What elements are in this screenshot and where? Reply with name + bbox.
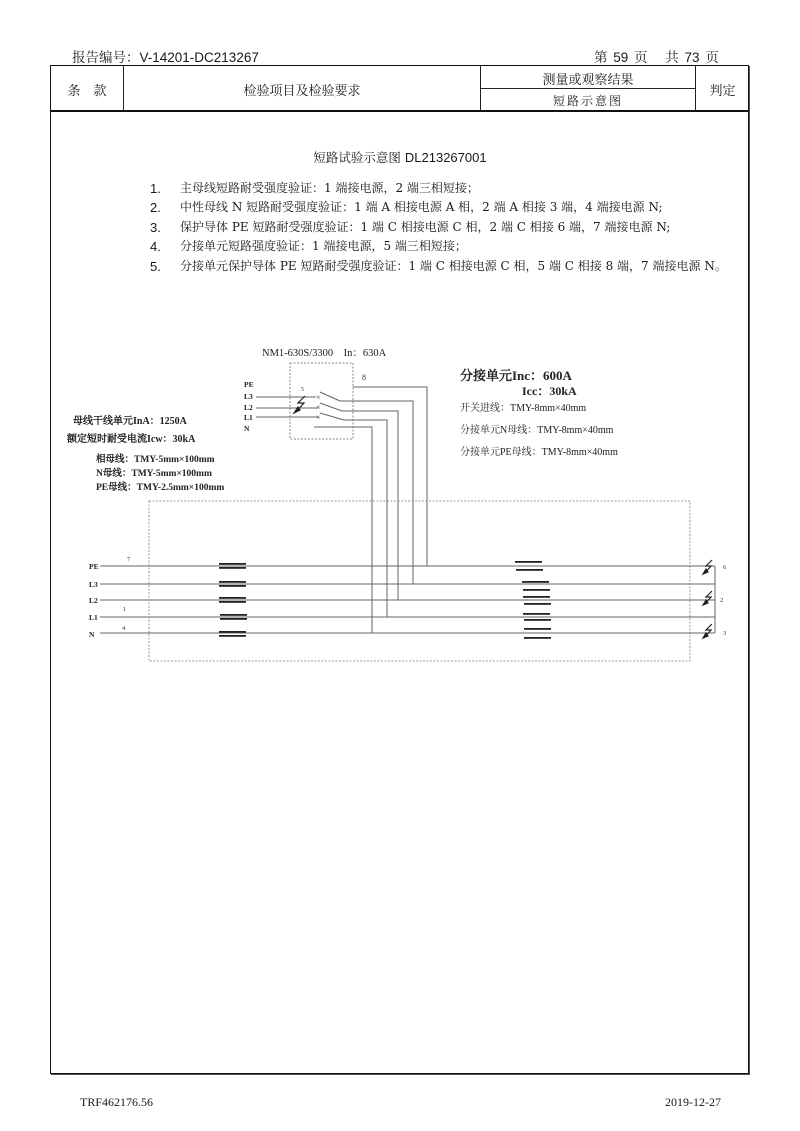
switch-incoming-spec: 开关进线：TMY-8mm×40mm xyxy=(460,403,587,414)
list-item-text: 分接单元保护导体 PE 短路耐受强度验证：1 端 C 相接电源 C 相，5 端 C 相接 8 端，7 端接电源 N。 xyxy=(180,258,727,273)
form-code: TRF462176.56 xyxy=(80,1095,154,1109)
breaker-pin-n: N xyxy=(244,424,250,433)
wire-terminal-8-pe xyxy=(353,387,427,566)
switch-blade xyxy=(320,392,340,401)
tap-unit-rating: 分接单元Inc：600A xyxy=(460,368,572,383)
short-circuit-icon xyxy=(703,591,712,605)
contact-mark: × xyxy=(316,403,321,412)
neutral-bus-spec: N母线：TMY-5mm×100mm xyxy=(96,469,212,479)
list-item-text: 保护导体 PE 短路耐受强度验证：1 端 C 相接电源 C 相，2 端 C 相接 6 端，7 端接电源 N; xyxy=(180,219,671,234)
list-item-text: 分接单元短路强度验证：1 端接电源，5 端三相短接； xyxy=(180,239,467,254)
breaker-pin-pe: PE xyxy=(244,380,254,389)
item-header: 检验项目及检验要求 xyxy=(243,84,361,99)
tap-unit-icc: Icc：30kA xyxy=(522,384,577,398)
breaker-pin-l2: L2 xyxy=(244,403,253,412)
phase-bus-spec: 相母线：TMY-5mm×100mm xyxy=(96,455,215,465)
wire-n xyxy=(314,427,372,633)
list-item-number: 4. xyxy=(150,239,161,255)
terminal-1-label: 1 xyxy=(123,606,127,613)
switch-blade xyxy=(320,413,344,420)
switch-blade xyxy=(320,403,342,411)
terminal-5-label: 5 xyxy=(301,387,304,393)
clause-header: 条 款 xyxy=(67,84,107,99)
joint-symbol xyxy=(515,561,542,563)
terminal-3-label: 3 xyxy=(723,630,727,637)
joint-symbol xyxy=(219,563,246,565)
contact-mark: × xyxy=(316,413,321,422)
list-item-text: 中性母线 N 短路耐受强度验证：1 端 A 相接电源 A 相，2 端 A 相接 3 端，4 端接电源 N; xyxy=(180,200,663,215)
breaker-label: NM1-630S/3300 In：630A xyxy=(262,348,387,359)
short-circuit-icon xyxy=(703,560,712,574)
joint-symbol xyxy=(219,635,246,637)
joint-symbol xyxy=(524,603,551,605)
joint-symbol xyxy=(522,581,549,583)
list-item-number: 3. xyxy=(150,219,161,235)
verdict-header: 判定 xyxy=(709,84,736,99)
joint-symbol xyxy=(220,618,247,620)
joint-symbol xyxy=(523,589,550,591)
joint-symbol xyxy=(524,628,551,630)
tap-n-bus-spec: 分接单元N母线：TMY-8mm×40mm xyxy=(460,425,614,436)
breaker-pin-l3: L3 xyxy=(244,392,253,401)
result-header: 测量或观察结果 xyxy=(542,73,634,88)
short-circuit-icon xyxy=(294,396,305,413)
list-item-text: 主母线短路耐受强度验证：1 端接电源，2 端三相短接； xyxy=(180,181,479,195)
list-item-number: 2. xyxy=(150,200,161,216)
joint-symbol xyxy=(219,585,246,587)
joint-symbol xyxy=(524,637,551,639)
breaker-pin-l1: L1 xyxy=(244,413,253,422)
bus-label-l2: L2 xyxy=(89,596,98,605)
report-number: 报告编号：V-14201-DC213267 xyxy=(72,50,259,65)
main-bus-rating: 母线干线单元InA：1250A xyxy=(73,416,187,427)
bus-label-l3: L3 xyxy=(89,580,98,589)
tap-pe-bus-spec: 分接单元PE母线：TMY-8mm×40mm xyxy=(460,447,618,458)
issue-date: 2019-12-27 xyxy=(665,1095,721,1109)
joint-symbol xyxy=(523,613,550,615)
page-total: 共 73 页 xyxy=(665,50,719,65)
bus-label-n: N xyxy=(89,630,95,639)
terminal-2-label: 2 xyxy=(720,597,724,604)
list-item-number: 1. xyxy=(150,181,161,196)
joint-symbol xyxy=(219,597,246,599)
joint-symbol xyxy=(524,619,551,621)
joint-symbol xyxy=(219,567,246,569)
short-circuit-icon xyxy=(703,624,712,638)
terminal-8-label: 8 xyxy=(362,373,366,382)
joint-symbol xyxy=(219,631,246,633)
result-subheader: 短路示意图 xyxy=(552,94,623,108)
terminal-7-label: 7 xyxy=(127,556,131,563)
main-bus-icw: 额定短时耐受电流Icw：30kA xyxy=(67,434,196,445)
diagram-title-text: 短路试验示意图 xyxy=(313,150,401,165)
wire-l3 xyxy=(340,401,413,584)
diagram-code: DL213267001 xyxy=(404,150,487,165)
bus-label-l1: L1 xyxy=(89,613,98,622)
page-current: 第 59 页 xyxy=(594,50,648,65)
wire-l1 xyxy=(344,420,387,617)
contact-mark: × xyxy=(316,393,321,402)
joint-symbol xyxy=(523,596,550,598)
joint-symbol xyxy=(220,614,247,616)
pe-bus-spec: PE母线：TMY-2.5mm×100mm xyxy=(96,483,225,493)
terminal-4-label: 4 xyxy=(122,625,126,632)
joint-symbol xyxy=(516,569,543,571)
joint-symbol xyxy=(219,581,246,583)
bus-label-pe: PE xyxy=(89,562,99,571)
joint-symbol xyxy=(219,601,246,603)
terminal-6-label: 6 xyxy=(723,564,727,571)
list-item-number: 5. xyxy=(150,258,161,274)
